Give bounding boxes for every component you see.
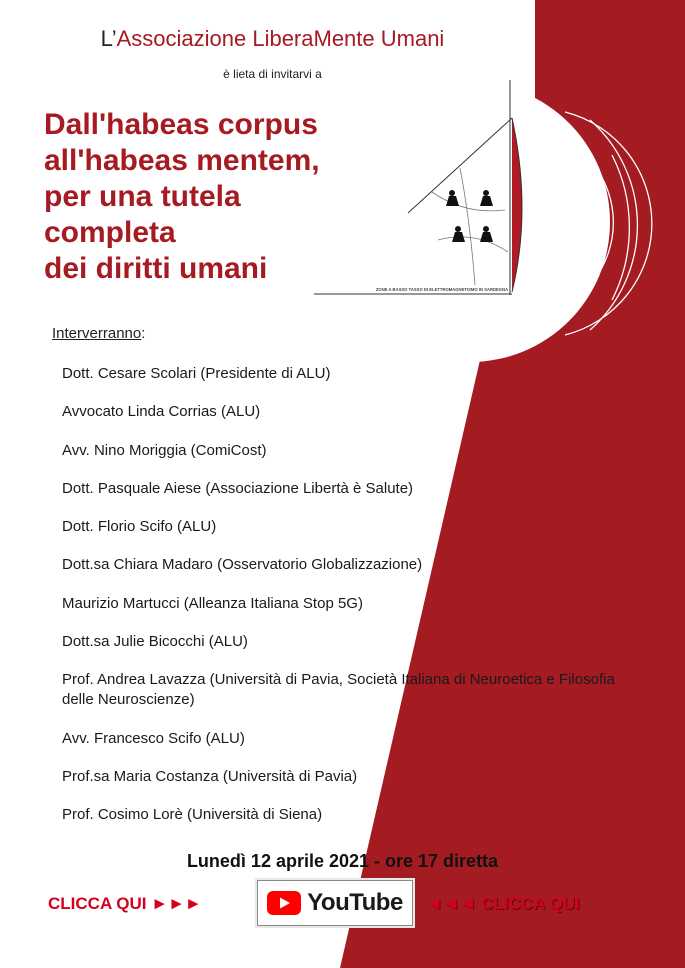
speaker-item: Avvocato Linda Corrias (ALU) <box>62 403 261 421</box>
event-date-time: Lunedì 12 aprile 2021 - ore 17 diretta <box>186 851 499 871</box>
title-line: dei diritti umani <box>44 252 268 285</box>
speakers-list <box>62 364 622 844</box>
speaker-item: Avv. Nino Moriggia (ComiCost) <box>62 441 267 459</box>
click-here-right-link[interactable]: ◄◄◄ CLICCA QUI <box>426 894 580 913</box>
organization-name: Associazione LiberaMente Umani <box>116 26 445 51</box>
speaker-item: Prof. Cosimo Lorè (Università di Siena) <box>62 806 323 824</box>
youtube-label: YouTube <box>307 889 403 916</box>
speaker-item: Prof. Andrea Lavazza (Università di Pavia, Società Italiana di Neuroetica e Filosofia delle Neuroscienze) <box>62 671 615 709</box>
speaker-item: Prof.sa Maria Costanza (Università di Pavia) <box>62 767 358 785</box>
speaker-item: Dott.sa Julie Bicocchi (ALU) <box>62 633 248 651</box>
speaker-item: Dott.sa Chiara Madaro (Osservatorio Globalizzazione) <box>62 556 423 574</box>
illustration-caption: ZONE A BASSO TASSO DI ELETTROMAGNETISMO IN SARDEGNA <box>375 287 509 292</box>
speaker-item: Maurizio Martucci (Alleanza Italiana Stop 5G) <box>62 594 363 612</box>
youtube-play-icon <box>267 891 301 915</box>
speakers-heading <box>52 325 145 342</box>
speaker-item: Dott. Pasquale Aiese (Associazione Libertà è Salute) <box>62 479 414 497</box>
speakers-heading-colon: : <box>141 325 146 342</box>
title-line: per una tutela <box>44 180 241 213</box>
speaker-item: Dott. Florio Scifo (ALU) <box>62 518 217 536</box>
title-line: all'habeas mentem, <box>44 144 320 177</box>
youtube-button[interactable] <box>257 880 413 926</box>
speaker-item: Avv. Francesco Scifo (ALU) <box>62 729 245 747</box>
event-title <box>44 107 320 287</box>
organization-line <box>0 26 545 52</box>
title-line: completa <box>44 216 176 249</box>
org-prefix: L’ <box>100 26 117 51</box>
invite-text: è lieta di invitarvi a <box>223 67 322 81</box>
electromagnetism-illustration <box>300 70 620 370</box>
title-line: Dall'habeas corpus <box>44 108 318 141</box>
speaker-item: Dott. Cesare Scolari (Presidente di ALU) <box>62 365 331 382</box>
click-here-left-link[interactable]: CLICCA QUI ►►► <box>48 894 202 913</box>
speakers-heading-label: Interverranno <box>52 325 142 342</box>
